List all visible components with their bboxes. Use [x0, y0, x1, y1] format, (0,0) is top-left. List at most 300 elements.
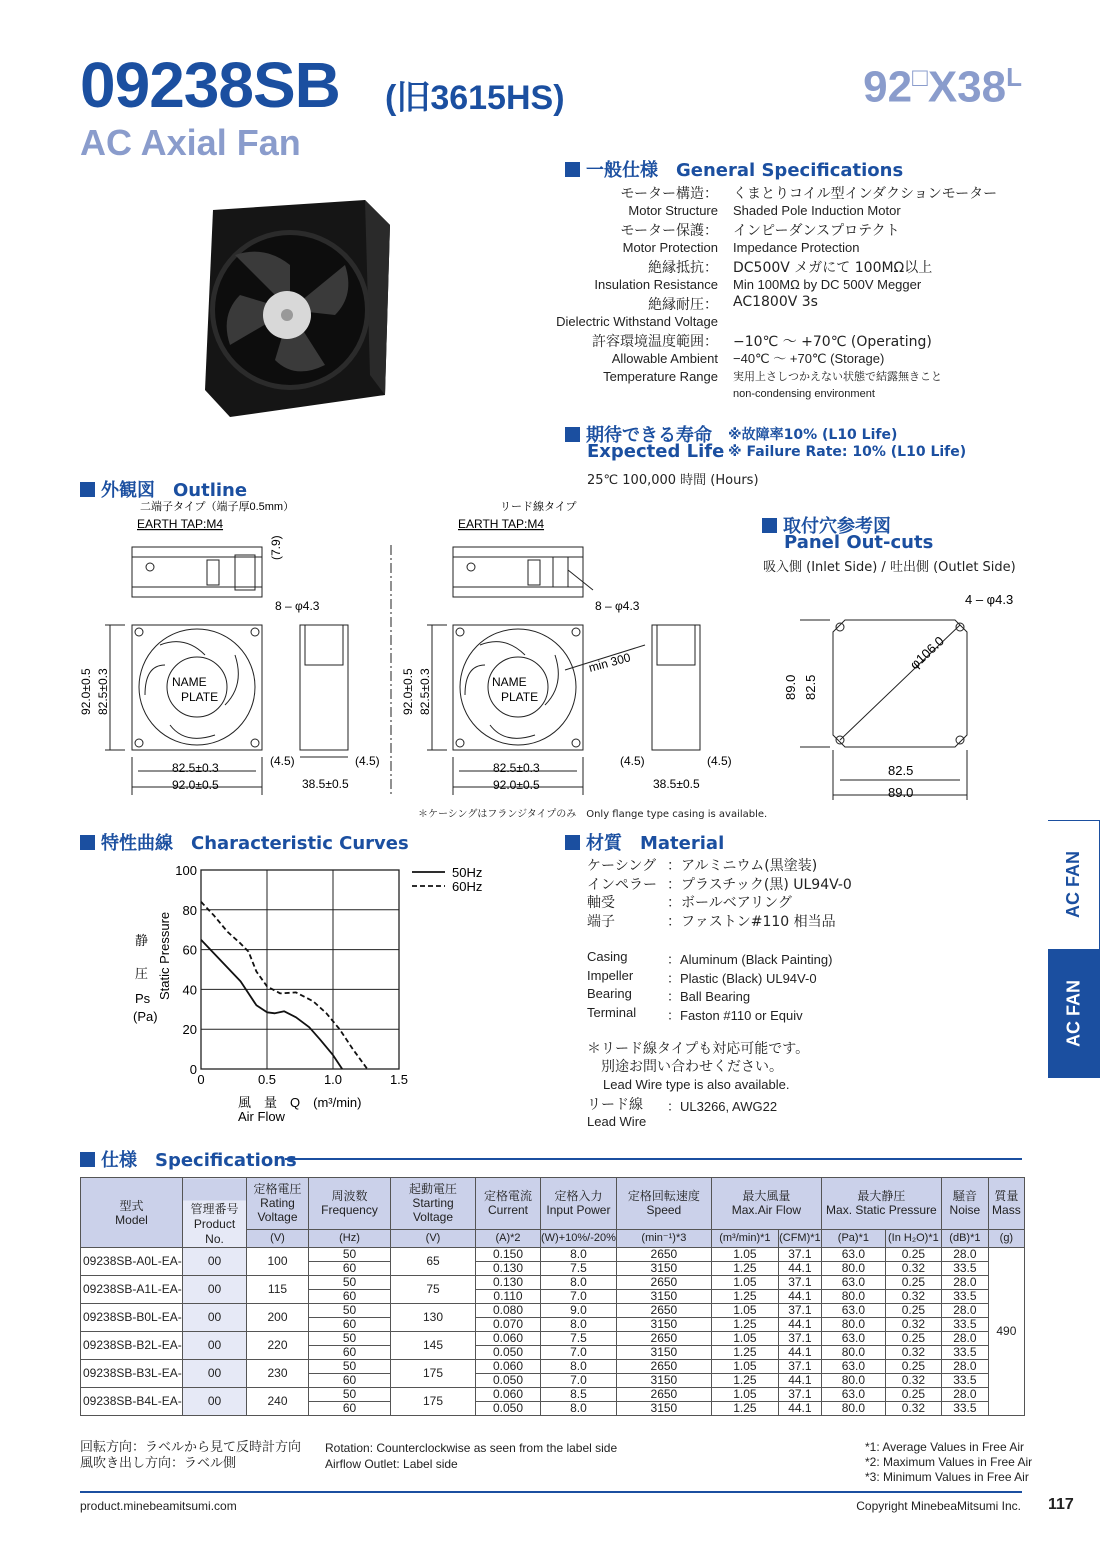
frequency-cell: 50 [309, 1276, 391, 1290]
spec-value: インピーダンスプロテクト [733, 223, 900, 239]
current-cell: 0.070 [476, 1318, 541, 1332]
spec-label: 絶縁抵抗： [648, 260, 718, 276]
size-box: □ [912, 62, 928, 92]
series-50Hz [201, 940, 342, 1069]
spec-label: Dielectric Withstand Voltage [556, 313, 718, 329]
spec-value: Impedance Protection [733, 239, 860, 255]
hdr-speed: 定格回転速度 [627, 1189, 700, 1204]
subtitle: AC Axial Fan [80, 122, 301, 163]
material-value-jp: ：アルミニウム(黒塗装) [667, 858, 818, 874]
flow-cfm-cell: 44.1 [778, 1262, 821, 1276]
flow-m3-cell: 1.05 [711, 1388, 778, 1402]
speed-cell: 2650 [616, 1304, 711, 1318]
unit-cell: (W)+10%/-20% [541, 1229, 617, 1247]
current-cell: 0.130 [476, 1276, 541, 1290]
spec-value: Shaded Pole Induction Motor [733, 202, 901, 218]
hdr-start: 起動電圧 [408, 1182, 457, 1197]
speed-cell: 3150 [616, 1374, 711, 1388]
life-heading-en: Expected Life [587, 441, 725, 462]
hdr-mass: 質量 [994, 1189, 1019, 1204]
hdr-pressure-en: Max. Static Pressure [826, 1203, 937, 1218]
voltage-cell: 100 [247, 1248, 309, 1276]
pressure-pa-cell: 63.0 [821, 1388, 885, 1402]
power-cell: 8.0 [541, 1248, 617, 1262]
panel-holes: 4 – φ4.3 [965, 592, 1014, 607]
spec-value: 実用上さしつかえない状態で結露無きこと [733, 371, 942, 383]
dim-4-5: (4.5) [270, 754, 295, 768]
hdr-flow: 最大風量 [742, 1189, 791, 1204]
material-key-en: Bearing [587, 986, 632, 1001]
pressure-inh2o-cell: 0.32 [885, 1262, 941, 1276]
power-cell: 8.0 [541, 1360, 617, 1374]
lead-note-en: Lead Wire type is also available. [603, 1077, 790, 1092]
hdr-model-en: Model [115, 1212, 148, 1227]
model-cell: 09238SB-B0L-EA- [81, 1304, 183, 1332]
notes-jp [80, 1440, 301, 1472]
footnote: *3: Minimum Values in Free Air [865, 1470, 1029, 1484]
dim-92-width: 92.0±0.5 [172, 778, 219, 792]
dim-92-width-2: 92.0±0.5 [493, 778, 540, 792]
model-cell: 09238SB-B3L-EA- [81, 1360, 183, 1388]
hdr-volt: 定格電圧 [253, 1182, 302, 1197]
speed-cell: 2650 [616, 1360, 711, 1374]
frequency-cell: 60 [309, 1262, 391, 1276]
general-spec-list [0, 183, 1100, 403]
dim-4-5-2: (4.5) [620, 754, 645, 768]
model-title: 09238SB [80, 49, 340, 121]
hdr-noise-en: Noise [949, 1203, 981, 1218]
frequency-cell: 60 [309, 1346, 391, 1360]
y-tick-label: 40 [182, 982, 197, 998]
flow-m3-cell: 1.05 [711, 1248, 778, 1262]
flow-m3-cell: 1.25 [711, 1374, 778, 1388]
side-tab-ac-fan-active[interactable]: AC FAN [1048, 950, 1100, 1078]
material-key-en: Impeller [587, 967, 634, 983]
flow-cfm-cell: 37.1 [778, 1248, 821, 1262]
heading-en: Material [640, 833, 725, 854]
heading-jp: 外観図 [101, 480, 155, 501]
flow-cfm-cell: 37.1 [778, 1388, 821, 1402]
material-list [587, 857, 1037, 1147]
unit-cell: (V) [247, 1229, 309, 1247]
power-cell: 8.0 [541, 1318, 617, 1332]
spec-value: AC1800V 3s [733, 294, 818, 310]
power-cell: 7.0 [541, 1290, 617, 1304]
panel-width-82-5: 82.5 [888, 763, 914, 778]
footnote: *2: Maximum Values in Free Air [865, 1455, 1033, 1469]
heading-en: Characteristic Curves [191, 833, 409, 854]
unit-cell: (dB)*1 [941, 1229, 988, 1247]
y-axis-label: Static Pressure [157, 911, 172, 1000]
lead-wire-value: ：UL3266, AWG22 [667, 1099, 778, 1114]
voltage-cell: 115 [247, 1276, 309, 1304]
dim-4-5-2: (4.5) [707, 754, 732, 768]
unit-cell: (m³/min)*1 [711, 1229, 778, 1247]
flow-m3-cell: 1.05 [711, 1304, 778, 1318]
product-no-cell: 00 [183, 1276, 247, 1304]
heading-jp: 一般仕様 [586, 160, 658, 181]
earth-tap-label: EARTH TAP:M4 [137, 517, 224, 531]
x-axis-label-en: Air Flow [238, 1109, 285, 1124]
type1-label: 二端子タイプ（端子厚0.5mm） [140, 501, 295, 513]
starting-voltage-cell: 75 [391, 1276, 476, 1304]
page-number: 117 [1048, 1496, 1074, 1513]
hdr-power: 定格入力 [554, 1189, 603, 1204]
unit-cell: (In H₂O)*1 [885, 1229, 941, 1247]
mass-cell: 490 [988, 1248, 1024, 1416]
dim-38-5-2: 38.5±0.5 [653, 777, 700, 791]
hdr-noise: 騒音 [952, 1189, 977, 1204]
pressure-pa-cell: 63.0 [821, 1304, 885, 1318]
legend-label: 60Hz [452, 879, 483, 894]
noise-cell: 33.5 [941, 1402, 988, 1416]
earth-tap-label-2: EARTH TAP:M4 [458, 517, 545, 531]
table-row [81, 1388, 1025, 1402]
product-no-cell: 00 [183, 1248, 247, 1276]
material-key-jp: ケーシング [587, 858, 657, 874]
pressure-pa-cell: 63.0 [821, 1332, 885, 1346]
nameplate-label-2: PLATE [501, 690, 539, 704]
speed-cell: 3150 [616, 1402, 711, 1416]
power-cell: 8.0 [541, 1276, 617, 1290]
material-value-en: ：Ball Bearing [667, 989, 751, 1004]
heading-en: Specifications [155, 1150, 297, 1171]
model-cell: 09238SB-A0L-EA- [81, 1248, 183, 1276]
x-tick-label: 1.5 [389, 1072, 409, 1087]
unit-cell: (CFM)*1 [778, 1229, 821, 1247]
pressure-pa-cell: 63.0 [821, 1248, 885, 1262]
x-tick-label: 0 [197, 1072, 205, 1087]
x-tick-label: 0.5 [257, 1072, 277, 1087]
size-l: L [1006, 62, 1022, 92]
series-60Hz [201, 902, 367, 1069]
noise-cell: 28.0 [941, 1360, 988, 1374]
speed-cell: 3150 [616, 1346, 711, 1360]
y-tick-label: 0 [189, 1062, 197, 1077]
current-cell: 0.060 [476, 1388, 541, 1402]
frequency-cell: 50 [309, 1304, 391, 1318]
material-value-jp: ：プラスチック(黒) UL94V-0 [667, 876, 852, 893]
flow-cfm-cell: 44.1 [778, 1290, 821, 1304]
pressure-pa-cell: 80.0 [821, 1346, 885, 1360]
y-axis-symbol: Ps [135, 991, 151, 1006]
starting-voltage-cell: 130 [391, 1304, 476, 1332]
panel-width-89: 89.0 [888, 785, 914, 800]
spec-label: モーター構造： [620, 186, 718, 202]
flow-m3-cell: 1.25 [711, 1262, 778, 1276]
flow-m3-cell: 1.05 [711, 1332, 778, 1346]
hdr-start-en: Starting Voltage [412, 1196, 454, 1225]
y-tick-label: 60 [182, 942, 197, 958]
specs-heading [80, 1146, 1022, 1172]
hdr-mass-en: Mass [992, 1203, 1021, 1218]
spec-value: −40℃ ～ +70℃ (Storage) [733, 350, 885, 366]
heading-jp: 取付穴参考図 [783, 516, 891, 537]
footnote: *1: Average Values in Free Air [865, 1440, 1024, 1454]
material-value-jp: ：ファストン#110 相当品 [667, 913, 836, 930]
noise-cell: 33.5 [941, 1346, 988, 1360]
life-note-jp: ※故障率10% (L10 Life) [728, 427, 898, 443]
noise-cell: 33.5 [941, 1318, 988, 1332]
pressure-inh2o-cell: 0.25 [885, 1360, 941, 1374]
hdr-speed-en: Speed [646, 1203, 682, 1218]
spec-label: モーター保護： [620, 223, 718, 239]
current-cell: 0.150 [476, 1248, 541, 1262]
unit-cell: (min⁻¹)*3 [616, 1229, 711, 1247]
y-axis-unit: (Pa) [133, 1009, 158, 1024]
table-row [81, 1276, 1025, 1290]
dim-7-9: (7.9) [269, 535, 283, 560]
spec-label: Motor Structure [628, 202, 718, 218]
speed-cell: 2650 [616, 1276, 711, 1290]
life-note-en: ※ Failure Rate: 10% (L10 Life) [728, 444, 967, 460]
model-cell: 09238SB-A1L-EA- [81, 1276, 183, 1304]
current-cell: 0.060 [476, 1360, 541, 1374]
y-axis-label-jp: 圧 [135, 966, 149, 981]
curves-heading [80, 829, 409, 855]
current-cell: 0.080 [476, 1304, 541, 1318]
noise-cell: 28.0 [941, 1388, 988, 1402]
lead-note-jp: ＊リード線タイプも対応可能です。 [587, 1041, 810, 1057]
note: Airflow Outlet: Label side [325, 1457, 458, 1471]
pressure-inh2o-cell: 0.25 [885, 1276, 941, 1290]
panel-height-89: 89.0 [783, 674, 798, 700]
nameplate-label-2: NAME [492, 675, 527, 689]
table-row [81, 1360, 1025, 1374]
current-cell: 0.050 [476, 1346, 541, 1360]
current-cell: 0.110 [476, 1290, 541, 1304]
spec-value: DC500V メガにて 100MΩ以上 [733, 260, 933, 276]
power-cell: 7.5 [541, 1262, 617, 1276]
pressure-pa-cell: 80.0 [821, 1374, 885, 1388]
material-value-jp: ：ボールベアリング [667, 895, 792, 911]
hdr-pn-jp: 管理番号 [190, 1202, 239, 1216]
side-tab-ac-fan[interactable]: AC FAN [1048, 820, 1100, 950]
spec-label: 許容環境温度範囲： [592, 334, 718, 350]
flow-cfm-cell: 44.1 [778, 1374, 821, 1388]
pressure-inh2o-cell: 0.32 [885, 1374, 941, 1388]
unit-cell: (Hz) [309, 1229, 391, 1247]
noise-cell: 33.5 [941, 1374, 988, 1388]
power-cell: 8.5 [541, 1388, 617, 1402]
material-key-jp: 軸受 [587, 895, 615, 911]
heading-jp: 特性曲線 [101, 833, 173, 854]
spec-label: 絶縁耐圧： [648, 297, 718, 313]
frequency-cell: 60 [309, 1374, 391, 1388]
pressure-inh2o-cell: 0.25 [885, 1304, 941, 1318]
spec-value: −10℃ ～ +70℃ (Operating) [733, 334, 932, 350]
speed-cell: 3150 [616, 1318, 711, 1332]
power-cell: 7.5 [541, 1332, 617, 1346]
flow-m3-cell: 1.25 [711, 1402, 778, 1416]
unit-cell: (V) [391, 1229, 476, 1247]
flow-m3-cell: 1.25 [711, 1290, 778, 1304]
hdr-freq-en: Frequency [321, 1203, 378, 1218]
life-value: 25℃ 100,000 時間 (Hours) [587, 473, 759, 488]
frequency-cell: 60 [309, 1290, 391, 1304]
hdr-flow-en: Max.Air Flow [731, 1203, 802, 1218]
model-cell: 09238SB-B2L-EA- [81, 1332, 183, 1360]
flow-m3-cell: 1.25 [711, 1318, 778, 1332]
product-no-cell: 00 [183, 1332, 247, 1360]
hdr-power-en: Input Power [546, 1203, 611, 1218]
y-tick-label: 20 [182, 1022, 197, 1038]
hdr-current-en: Current [487, 1203, 528, 1218]
hdr-product-no [183, 1178, 247, 1248]
pressure-inh2o-cell: 0.32 [885, 1290, 941, 1304]
unit-cell: (Pa)*1 [821, 1229, 885, 1247]
noise-cell: 33.5 [941, 1290, 988, 1304]
pressure-inh2o-cell: 0.25 [885, 1388, 941, 1402]
speed-cell: 3150 [616, 1290, 711, 1304]
hdr-volt-en2: Voltage [257, 1210, 298, 1225]
current-cell: 0.050 [476, 1402, 541, 1416]
voltage-cell: 230 [247, 1360, 309, 1388]
power-cell: 8.0 [541, 1402, 617, 1416]
pressure-inh2o-cell: 0.32 [885, 1402, 941, 1416]
current-cell: 0.050 [476, 1374, 541, 1388]
frequency-cell: 60 [309, 1318, 391, 1332]
power-cell: 7.0 [541, 1346, 617, 1360]
dim-82-5-height: 82.5±0.3 [96, 668, 110, 715]
product-no-cell: 00 [183, 1388, 247, 1416]
unit-cell: (g) [988, 1229, 1024, 1247]
hdr-freq: 周波数 [331, 1189, 368, 1204]
spec-value: くまとりコイル型インダクションモーター [733, 186, 998, 202]
general-spec-heading [565, 156, 903, 182]
footer-copyright: Copyright MinebeaMitsumi Inc. [856, 1499, 1021, 1513]
old-model: (旧3615HS) [385, 79, 565, 117]
hdr-volt-en: Rating [260, 1196, 295, 1211]
lead-length: min 300 [587, 650, 633, 675]
nameplate-label: NAME [172, 675, 207, 689]
spec-label: Motor Protection [622, 239, 718, 255]
panel-heading-en: Panel Out-cuts [784, 532, 934, 553]
type2-label: リード線タイプ [500, 501, 577, 513]
heading-en: Outline [173, 480, 248, 501]
panel-side-label: 吸入側 (Inlet Side) / 吐出側 (Outlet Side) [763, 560, 1016, 575]
hdr-current: 定格電流 [483, 1189, 532, 1204]
dim-82-5-height-2: 82.5±0.3 [418, 668, 432, 715]
material-value-en: ：Faston #110 or Equiv [667, 1007, 803, 1023]
table-row [81, 1304, 1025, 1318]
spec-label: Insulation Resistance [594, 276, 718, 292]
flow-m3-cell: 1.05 [711, 1360, 778, 1374]
footer-url[interactable]: product.minebeamitsumi.com [80, 1499, 237, 1513]
table-row [81, 1248, 1025, 1262]
heading-en: General Specifications [676, 160, 904, 181]
pressure-pa-cell: 80.0 [821, 1402, 885, 1416]
starting-voltage-cell: 145 [391, 1332, 476, 1360]
note-jp: ＊ケーシングはフランジタイプのみ [418, 809, 577, 820]
frequency-cell: 60 [309, 1402, 391, 1416]
notes-en [325, 1440, 617, 1472]
material-heading [565, 829, 724, 855]
frequency-cell: 50 [309, 1360, 391, 1374]
flange-note [418, 805, 767, 820]
dim-82-5-width: 82.5±0.3 [172, 761, 219, 775]
material-value-en: ：Aluminum (Black Painting) [667, 952, 833, 967]
size-main: 92 [863, 62, 913, 112]
heading-jp: 材質 [586, 833, 622, 854]
starting-voltage-cell: 65 [391, 1248, 476, 1276]
noise-cell: 28.0 [941, 1276, 988, 1290]
starting-voltage-cell: 175 [391, 1388, 476, 1416]
speed-cell: 2650 [616, 1388, 711, 1402]
note: 回転方向：ラベルから見て反時計方向 [80, 1440, 302, 1455]
panel-drawing [780, 585, 1030, 805]
flow-m3-cell: 1.25 [711, 1346, 778, 1360]
voltage-cell: 220 [247, 1332, 309, 1360]
pressure-pa-cell: 63.0 [821, 1276, 885, 1290]
noise-cell: 28.0 [941, 1248, 988, 1262]
x-axis-label: 風 量 Q (m³/min) [238, 1095, 362, 1110]
power-cell: 9.0 [541, 1304, 617, 1318]
product-no-cell: 00 [183, 1304, 247, 1332]
footer-rule [80, 1491, 1022, 1493]
material-key-en: Casing [587, 949, 628, 964]
spec-value: non-condensing environment [733, 387, 875, 400]
unit-cell: (A)*2 [476, 1229, 541, 1247]
hdr-model-jp: 型式 [119, 1198, 144, 1213]
model-cell: 09238SB-B4L-EA- [81, 1388, 183, 1416]
pressure-inh2o-cell: 0.25 [885, 1248, 941, 1262]
note-en: Only flange type casing is available. [586, 809, 768, 820]
note: 風吹き出し方向：ラベル側 [80, 1456, 237, 1471]
footnotes [865, 1440, 1032, 1485]
dim-4-5: (4.5) [355, 754, 380, 768]
legend-label: 50Hz [452, 865, 483, 880]
dim-38-5: 38.5±0.5 [302, 777, 349, 791]
pressure-pa-cell: 80.0 [821, 1290, 885, 1304]
flow-cfm-cell: 44.1 [778, 1402, 821, 1416]
voltage-cell: 200 [247, 1304, 309, 1332]
spec-label: Temperature Range [603, 369, 718, 384]
size-label [863, 62, 1022, 113]
pressure-pa-cell: 80.0 [821, 1318, 885, 1332]
pressure-inh2o-cell: 0.32 [885, 1318, 941, 1332]
current-cell: 0.060 [476, 1332, 541, 1346]
material-key-en: Terminal [587, 1004, 637, 1020]
flow-cfm-cell: 44.1 [778, 1346, 821, 1360]
lead-note-jp-2: 別途お問い合わせください。 [601, 1059, 783, 1075]
panel-height-82-5: 82.5 [803, 674, 818, 700]
lead-wire-label-en: Lead Wire [587, 1114, 647, 1129]
product-no-cell: 00 [183, 1360, 247, 1388]
outline-drawing [75, 495, 768, 825]
pressure-inh2o-cell: 0.32 [885, 1346, 941, 1360]
note: Rotation: Counterclockwise as seen from the label side [325, 1441, 618, 1455]
dim-92-height: 92.0±0.5 [79, 668, 93, 715]
starting-voltage-cell: 175 [391, 1360, 476, 1388]
speed-cell: 2650 [616, 1332, 711, 1346]
frequency-cell: 50 [309, 1332, 391, 1346]
speed-cell: 3150 [616, 1262, 711, 1276]
flow-cfm-cell: 37.1 [778, 1332, 821, 1346]
size-depth: X38 [927, 62, 1007, 112]
spec-table [80, 1177, 1025, 1416]
pressure-pa-cell: 63.0 [821, 1360, 885, 1374]
plot-frame [201, 870, 399, 1069]
y-tick-label: 100 [175, 863, 197, 878]
dim-92-height-2: 92.0±0.5 [401, 668, 415, 715]
y-tick-label: 80 [182, 902, 197, 918]
material-key-jp: インペラー [587, 876, 657, 893]
hdr-pressure: 最大静圧 [857, 1189, 906, 1204]
frequency-cell: 50 [309, 1388, 391, 1402]
holes-label-2: 8 – φ4.3 [595, 599, 640, 613]
power-cell: 7.0 [541, 1374, 617, 1388]
